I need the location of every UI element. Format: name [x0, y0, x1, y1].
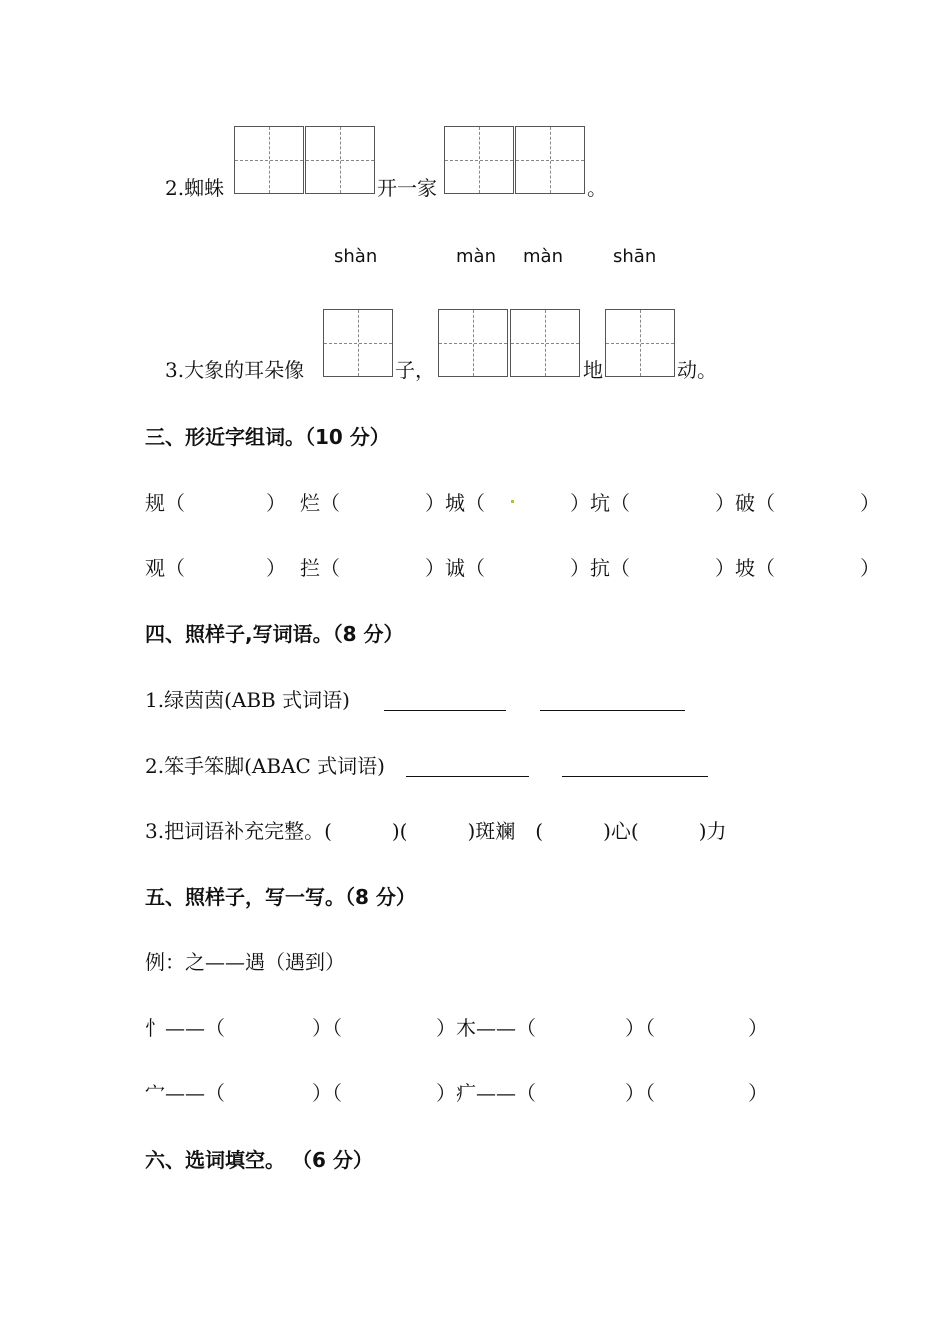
sec4-q1: 1.绿茵茵(ABB 式词语)	[145, 688, 350, 712]
word-row-2: ）抗（	[570, 556, 630, 580]
tianzige-box[interactable]	[305, 126, 375, 194]
q3-text: 地	[583, 358, 603, 382]
word-row-1: ）坑（	[570, 491, 630, 515]
radical-row-2: 宀——（	[145, 1081, 225, 1105]
tianzige-box[interactable]	[510, 309, 580, 377]
word-row-1: 烂（	[300, 491, 340, 515]
tianzige-box[interactable]	[323, 309, 393, 377]
answer-line[interactable]	[562, 776, 708, 777]
radical-row-2: ）	[748, 1081, 768, 1105]
pinyin-label: shān	[613, 246, 657, 267]
tianzige-box[interactable]	[438, 309, 508, 377]
sec4-q2: 2.笨手笨脚(ABAC 式词语)	[145, 754, 385, 778]
q3-text: 动。	[677, 358, 717, 382]
word-row-2: ）诚（	[425, 556, 485, 580]
radical-row-1: ）（	[312, 1016, 342, 1040]
word-row-2: 拦（	[300, 556, 340, 580]
word-row-1: ）破（	[715, 491, 775, 515]
word-row-2: ）	[860, 556, 880, 580]
q2-mid: 开一家	[377, 176, 437, 200]
q2-label: 2.蜘蛛	[165, 176, 225, 200]
pinyin-label: shàn	[334, 246, 378, 267]
radical-row-1: ）（	[625, 1016, 655, 1040]
q3-text: 子，	[395, 358, 435, 382]
answer-line[interactable]	[384, 710, 506, 711]
tianzige-box[interactable]	[605, 309, 675, 377]
tianzige-box[interactable]	[234, 126, 304, 194]
word-row-1: ）	[266, 491, 286, 515]
section-6-title: 六、选词填空。 （6 分）	[145, 1148, 373, 1172]
word-row-2: ）	[266, 556, 286, 580]
word-row-1: ）	[860, 491, 880, 515]
answer-line[interactable]	[540, 710, 685, 711]
tianzige-box[interactable]	[444, 126, 514, 194]
section-4-title: 四、照样子,写词语。（8 分）	[145, 622, 404, 646]
word-row-2: ）坡（	[715, 556, 775, 580]
answer-line[interactable]	[406, 776, 529, 777]
sec5-example: 例：之——遇（遇到）	[145, 950, 345, 974]
section-3-title: 三、形近字组词。（10 分）	[145, 425, 390, 449]
radical-row-1: ）	[748, 1016, 768, 1040]
radical-row-1: 忄——（	[145, 1016, 225, 1040]
q2-end: 。	[587, 176, 607, 200]
section-5-title: 五、照样子，写一写。（8 分）	[145, 885, 416, 909]
stray-dot	[511, 500, 514, 503]
q3-label: 3.大象的耳朵像	[165, 358, 305, 382]
tianzige-box[interactable]	[515, 126, 585, 194]
pinyin-label: màn	[456, 246, 496, 267]
word-row-1: 规（	[145, 491, 185, 515]
radical-row-2: ）（	[312, 1081, 342, 1105]
pinyin-label: màn	[523, 246, 563, 267]
word-row-2: 观（	[145, 556, 185, 580]
radical-row-2: ）疒——（	[436, 1081, 536, 1105]
radical-row-2: ）（	[625, 1081, 655, 1105]
sec4-q3: 3.把词语补充完整。( )( )斑斓 ( )心( )力	[145, 819, 727, 843]
word-row-1: ）城（	[425, 491, 485, 515]
radical-row-1: ）木——（	[436, 1016, 536, 1040]
